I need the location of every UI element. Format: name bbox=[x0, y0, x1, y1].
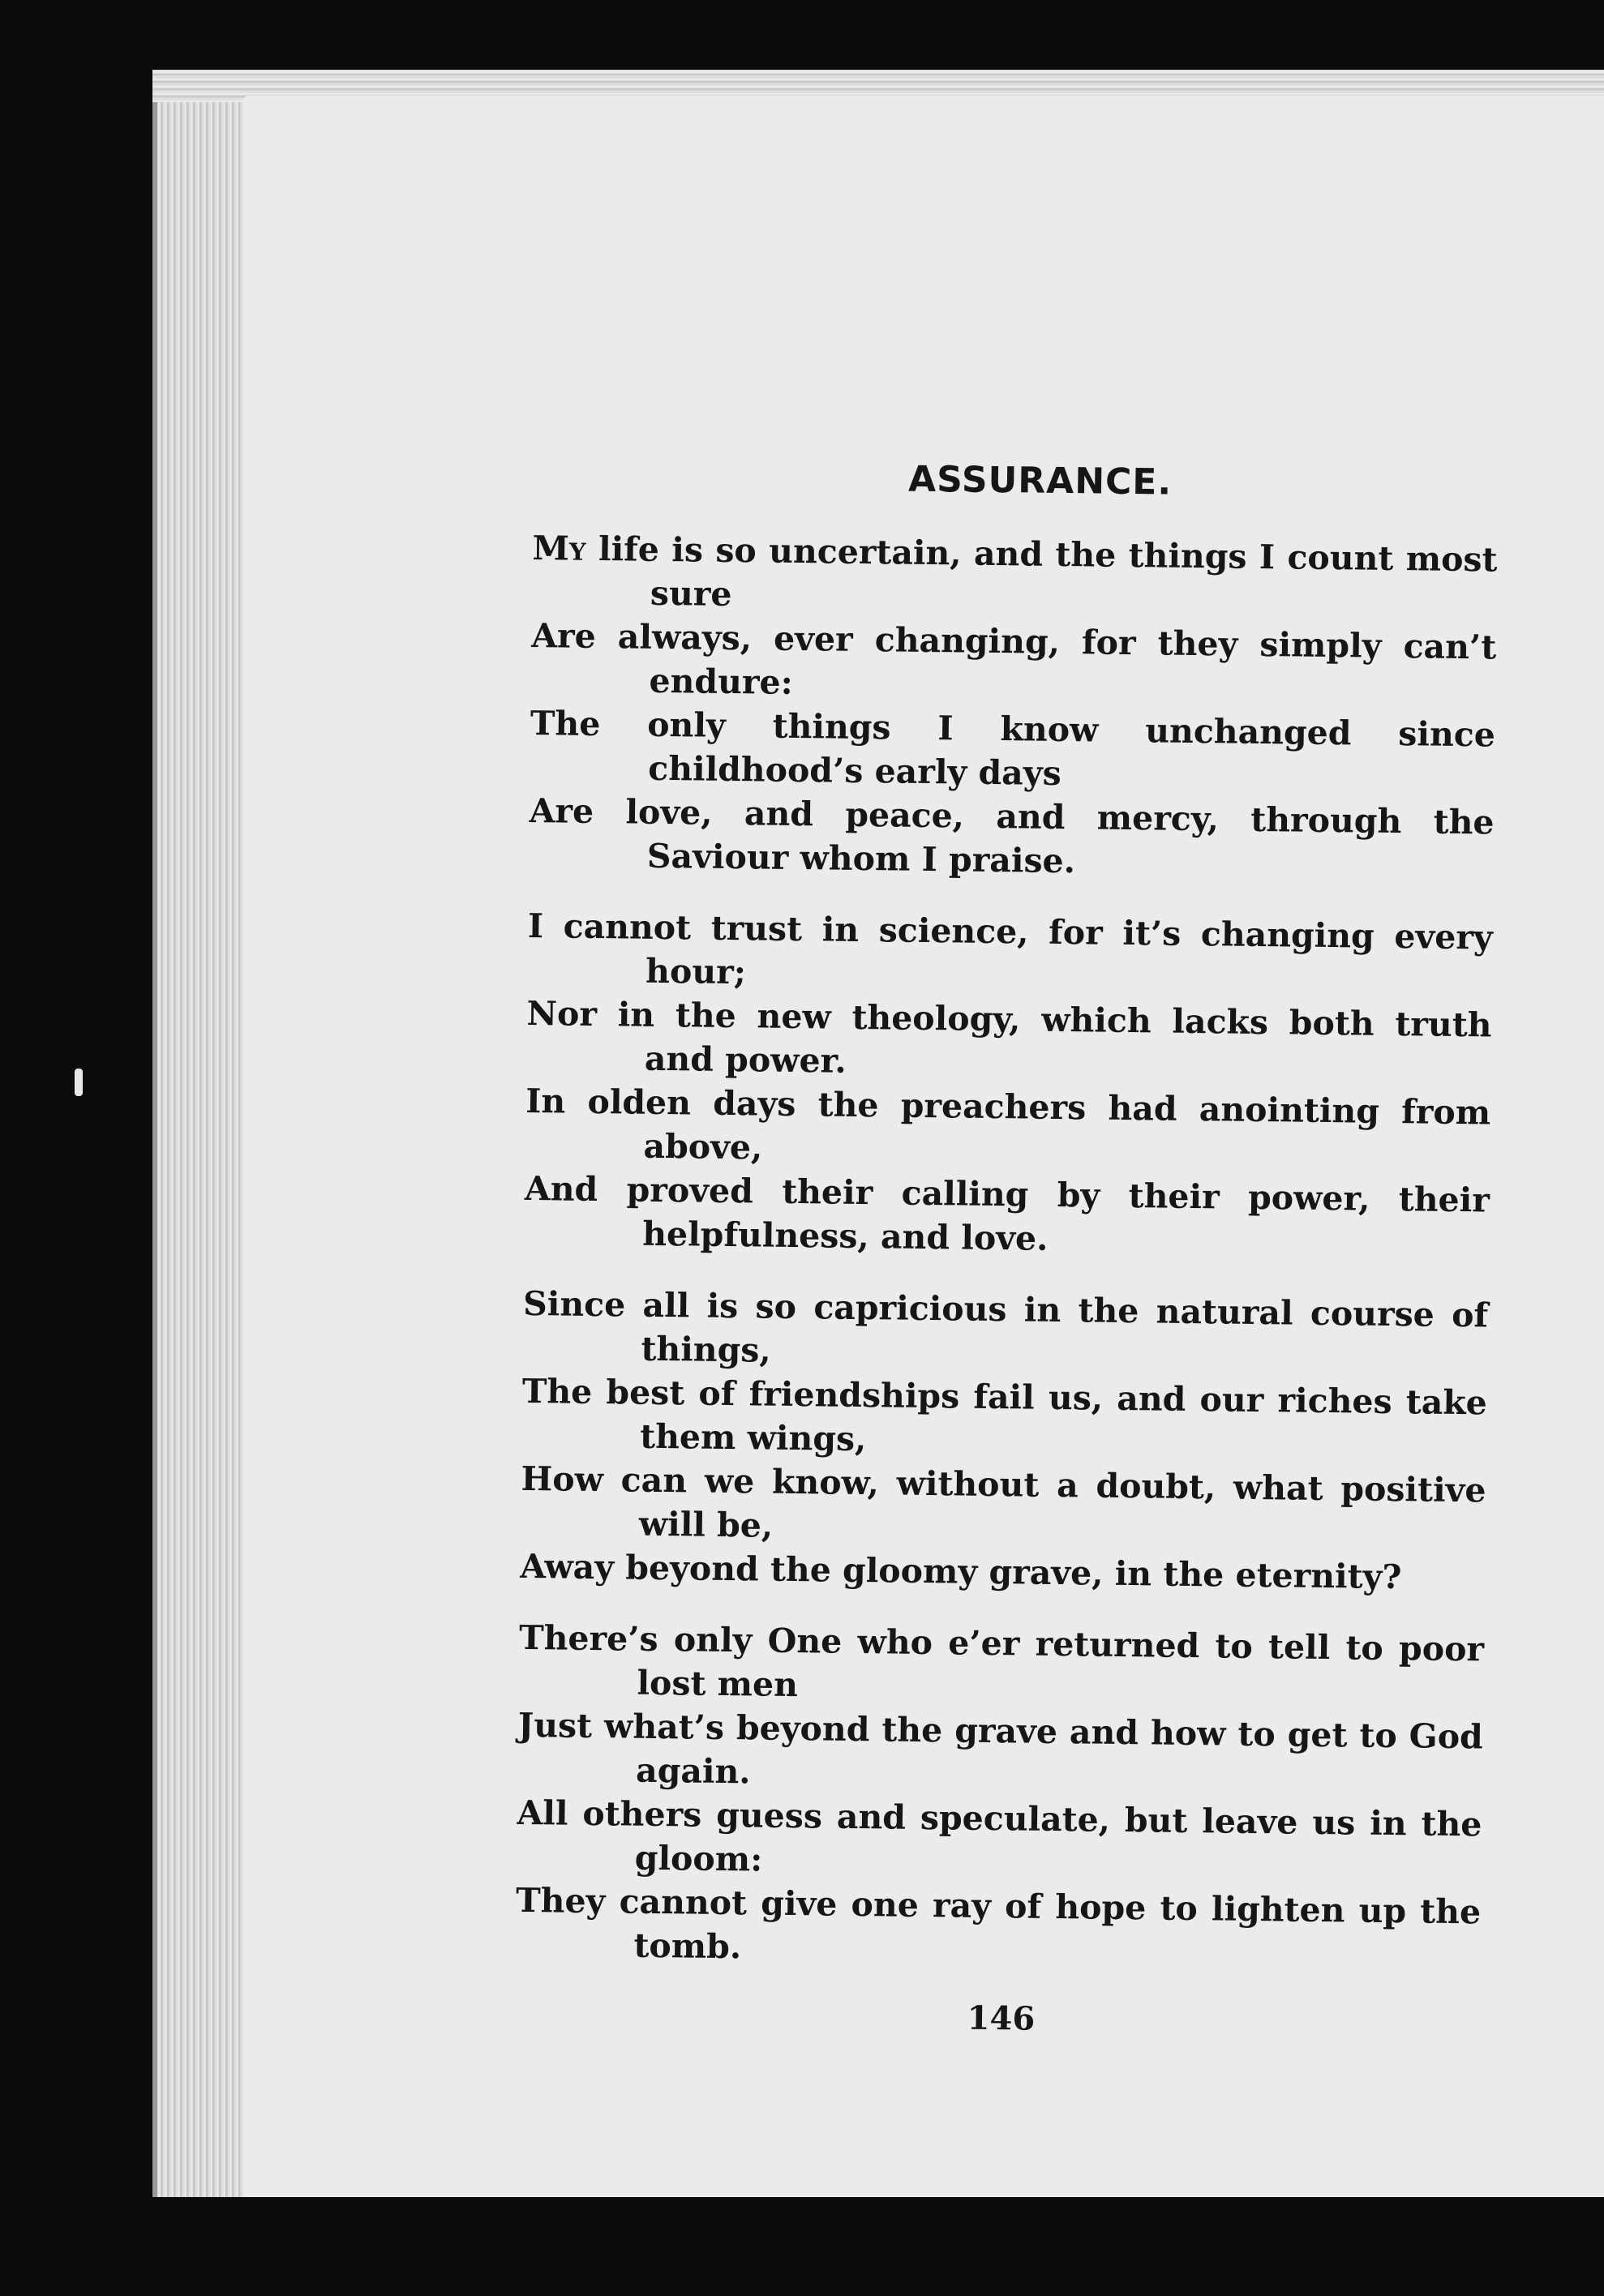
poem-line: I cannot trust in science, for it’s changing every hour; bbox=[527, 906, 1494, 992]
stanza-1 bbox=[529, 526, 1498, 889]
poem-line bbox=[532, 526, 1498, 626]
drop-word: My bbox=[532, 528, 586, 568]
poem-line: Nor in the new theology, which lacks both truth and power. bbox=[526, 993, 1492, 1081]
stanza-4 bbox=[515, 1616, 1484, 1978]
poem-line: There’s only One who e’er returned to tell to poor lost men bbox=[518, 1617, 1485, 1705]
margin-mark bbox=[75, 1069, 83, 1096]
poem bbox=[514, 454, 1499, 2043]
page-number: 146 bbox=[967, 1998, 1036, 2038]
poem-line: All others guess and speculate, but leave us in the gloom: bbox=[517, 1793, 1482, 1879]
page-edges bbox=[152, 70, 255, 2210]
poem-line: They cannot give one ray of hope to lighten up the tomb. bbox=[515, 1880, 1482, 1967]
poem-line: Away beyond the gloomy grave, in the eternity? bbox=[519, 1546, 1402, 1597]
stanza-2 bbox=[524, 904, 1493, 1266]
poem-title: ASSURANCE. bbox=[907, 458, 1173, 503]
page-bottom-shadow bbox=[152, 2197, 1604, 2296]
poem-line: The only things I know unchanged since childhood’s early days bbox=[530, 703, 1496, 793]
poem-line: How can we know, without a doubt, what positive will be, bbox=[521, 1459, 1486, 1545]
poem-line: In olden days the preachers had anointing from above, bbox=[525, 1081, 1491, 1167]
line-text: life is so uncertain, and the things I count most sure bbox=[585, 529, 1498, 614]
poem-line: Are always, ever changing, for they simply can’t endure: bbox=[530, 615, 1497, 702]
poem-line: Since all is so capricious in the natural course of things, bbox=[522, 1283, 1489, 1370]
poem-line: And proved their calling by their power, their helpfulness, and love. bbox=[524, 1168, 1490, 1258]
poem-line: Just what’s beyond the grave and how to get to God again. bbox=[517, 1705, 1484, 1792]
poem-line: Are love, and peace, and mercy, through the Saviour whom I praise. bbox=[529, 790, 1495, 881]
stanza-3 bbox=[520, 1282, 1489, 1600]
poem-line: The best of friendships fail us, and our riches take them wings, bbox=[521, 1371, 1488, 1459]
